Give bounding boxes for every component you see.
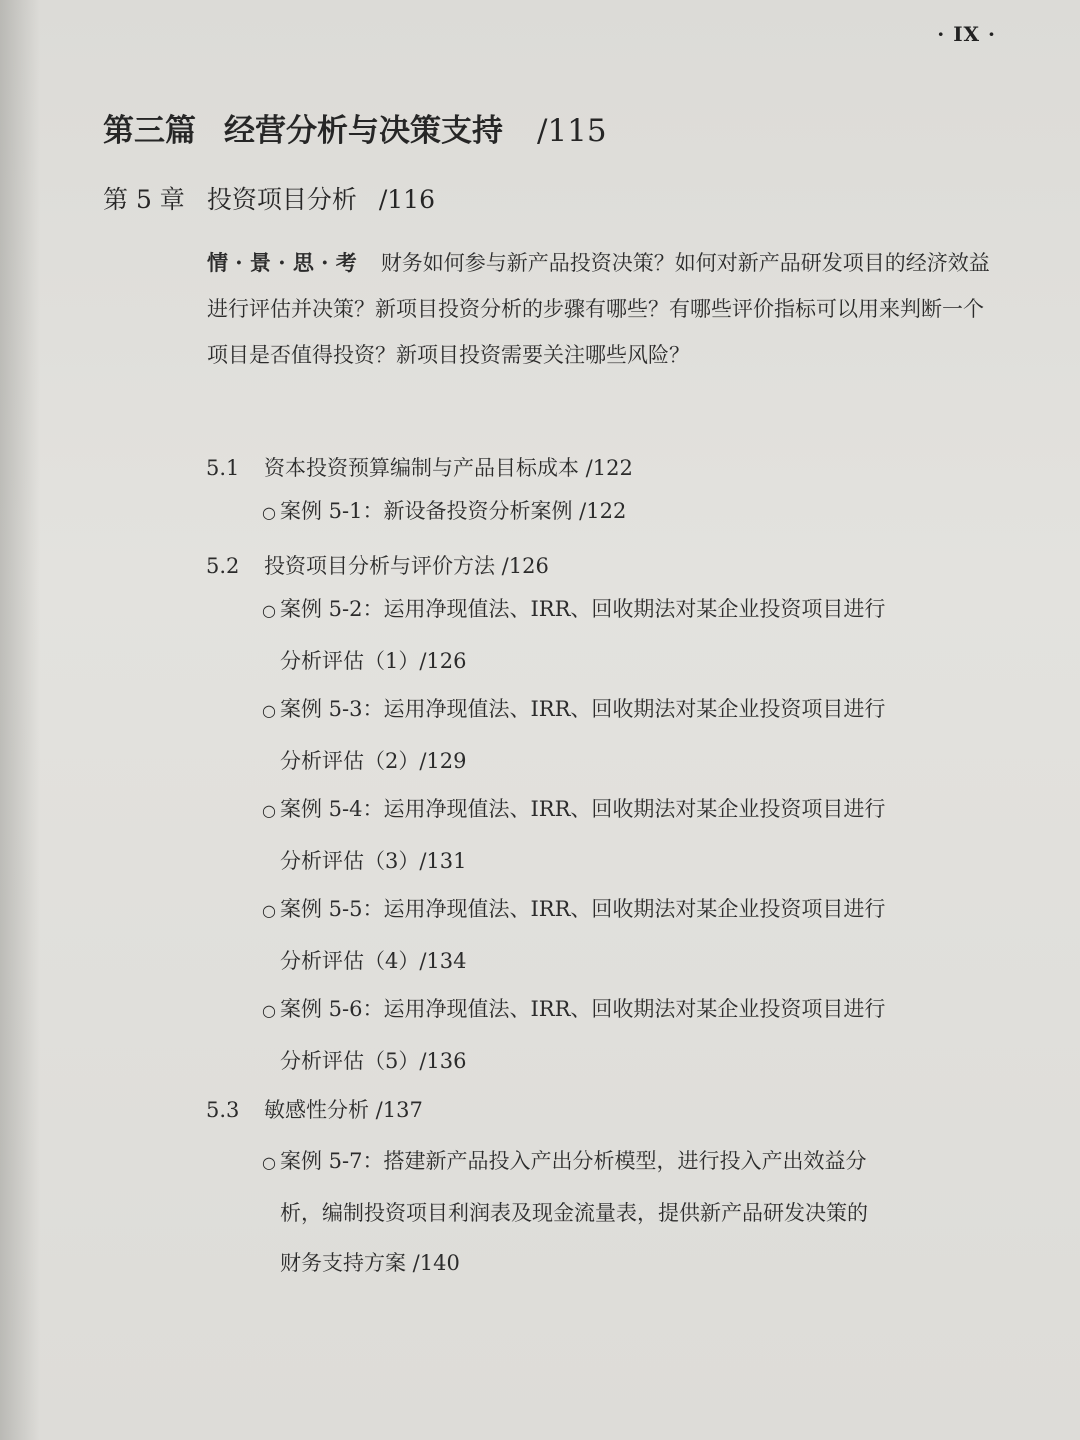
toc-case[interactable] xyxy=(262,984,1012,1086)
toc-case[interactable] xyxy=(262,884,1012,986)
case-title: 案例 5-7：搭建新产品投入产出分析模型，进行投入产出效益分 xyxy=(280,1149,867,1173)
hollow-circle-bullet-icon: ○ xyxy=(262,701,276,720)
section-number: 5.3 xyxy=(206,1098,240,1122)
section-number: 5.1 xyxy=(206,456,240,480)
toc-case[interactable] xyxy=(262,584,1012,686)
part-label: 第三篇 xyxy=(103,113,196,149)
case-title-continuation: 分析评估（3）/131 xyxy=(280,849,467,873)
toc-case[interactable] xyxy=(262,684,1012,786)
case-title: 案例 5-3：运用净现值法、IRR、回收期法对某企业投资项目进行 xyxy=(280,697,886,721)
toc-case[interactable] xyxy=(262,784,1012,886)
toc-section[interactable] xyxy=(206,550,549,580)
part-heading xyxy=(103,105,607,150)
section-number: 5.2 xyxy=(206,554,240,578)
part-page-ref: /115 xyxy=(537,113,607,149)
hollow-circle-bullet-icon: ○ xyxy=(262,601,276,620)
case-title-continuation: 分析评估（1）/126 xyxy=(280,649,467,673)
section-title: 投资项目分析与评价方法 /126 xyxy=(264,554,549,578)
page-number: · IX · xyxy=(937,22,996,46)
part-name: 经营分析与决策支持 xyxy=(224,113,503,149)
case-title-continuation: 析，编制投资项目利润表及现金流量表，提供新产品研发决策的 xyxy=(280,1201,868,1225)
case-title-continuation: 财务支持方案 /140 xyxy=(280,1251,460,1275)
intro-label: 情 · 景 · 思 · 考 xyxy=(207,250,357,275)
case-title: 案例 5-6：运用净现值法、IRR、回收期法对某企业投资项目进行 xyxy=(280,997,886,1021)
case-title-continuation: 分析评估（4）/134 xyxy=(280,949,467,973)
chapter-name: 投资项目分析 xyxy=(206,185,357,214)
page-edge-shadow xyxy=(0,0,40,1440)
section-title: 敏感性分析 /137 xyxy=(264,1098,423,1122)
case-title-continuation: 分析评估（2）/129 xyxy=(280,749,467,773)
toc-section[interactable] xyxy=(206,1094,423,1124)
hollow-circle-bullet-icon: ○ xyxy=(262,1001,276,1020)
chapter-heading xyxy=(103,180,435,216)
case-title-continuation: 分析评估（5）/136 xyxy=(280,1049,467,1073)
chapter-page-ref: /116 xyxy=(378,185,435,214)
hollow-circle-bullet-icon: ○ xyxy=(262,801,276,820)
hollow-circle-bullet-icon: ○ xyxy=(262,901,276,920)
case-title: 案例 5-1：新设备投资分析案例 /122 xyxy=(280,499,627,523)
toc-section[interactable] xyxy=(206,452,633,482)
intro-text: 财务如何参与新产品投资决策？如何对新产品研发项目的经济效益进行评估并决策？新项目投资分析的步骤有哪些？有哪些评价指标可以用来判断一个项目是否值得投资？新项目投资需要关注哪些风险？ xyxy=(207,251,990,367)
toc-case[interactable] xyxy=(262,486,1012,538)
toc-case[interactable] xyxy=(262,1136,1012,1288)
case-title: 案例 5-2：运用净现值法、IRR、回收期法对某企业投资项目进行 xyxy=(280,597,886,621)
hollow-circle-bullet-icon: ○ xyxy=(262,503,276,522)
case-title: 案例 5-4：运用净现值法、IRR、回收期法对某企业投资项目进行 xyxy=(280,797,886,821)
scenario-intro xyxy=(207,240,997,378)
case-title: 案例 5-5：运用净现值法、IRR、回收期法对某企业投资项目进行 xyxy=(280,897,886,921)
hollow-circle-bullet-icon: ○ xyxy=(262,1153,276,1172)
section-title: 资本投资预算编制与产品目标成本 /122 xyxy=(264,456,633,480)
chapter-label: 第 5 章 xyxy=(103,185,185,214)
